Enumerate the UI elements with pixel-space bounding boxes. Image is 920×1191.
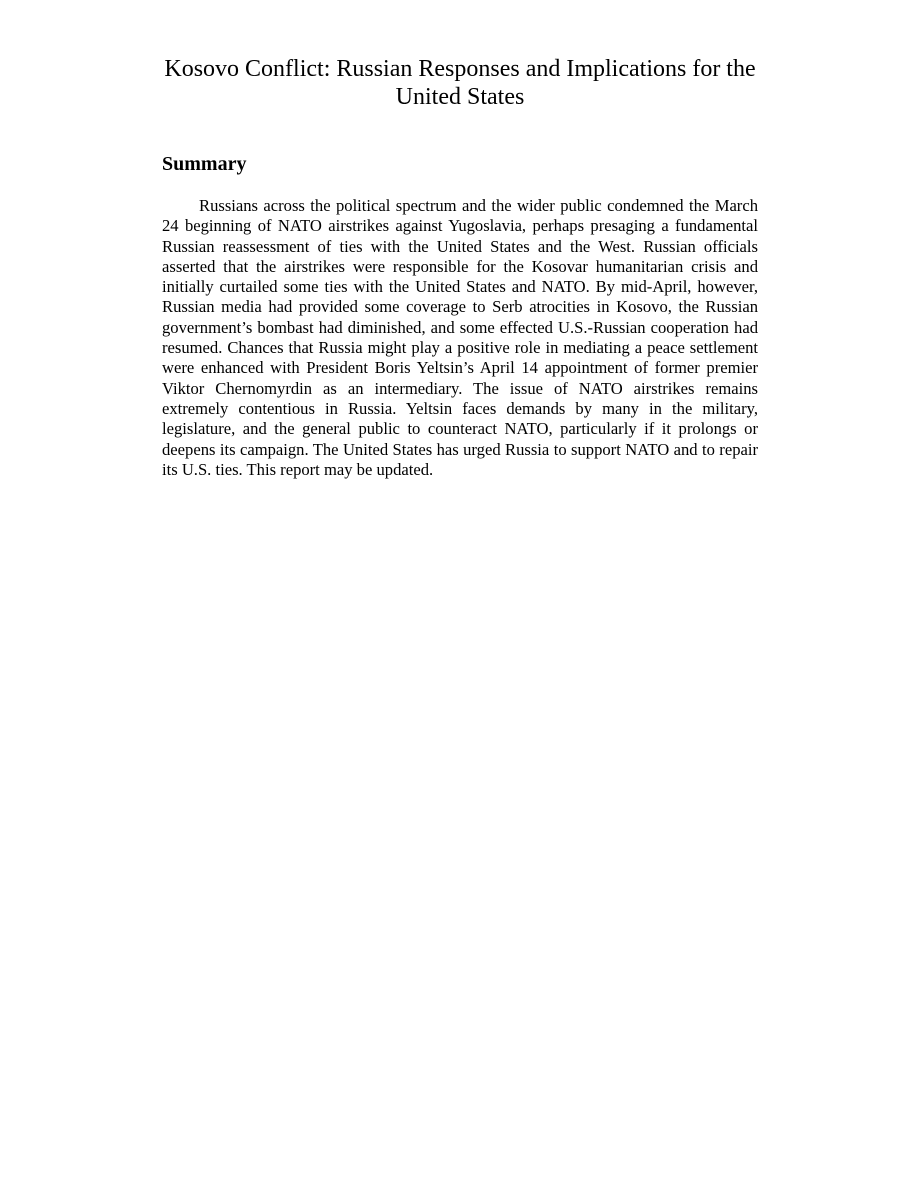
summary-paragraph: Russians across the political spectrum and the wider public condemned the March 24 beginning of NATO airstrikes against Yugoslavia, perhaps presaging a fundamental Russian reassessment of ties with the United States and the West. Russian officials asserted that the airstrikes were responsible for the Kosovar humanitarian crisis and initially curtailed some ties with the United States and NATO. By mid-April, however, Russian media had provided some coverage to Serb atrocities in Kosovo, the Russian government’s bombast had diminished, and some effected U.S.-Russian cooperation had resumed. Chances that Russia might play a positive role in mediating a peace settlement were enhanced with President Boris Yeltsin’s April 14 appointment of former premier Viktor Chernomyrdin as an intermediary. The issue of NATO airstrikes remains extremely contentious in Russia. Yeltsin faces demands by many in the military, legislature, and the general public to counteract NATO, particularly if it prolongs or deepens its campaign. The United States has urged Russia to support NATO and to repair its U.S. ties. This report may be updated.	[162, 196, 758, 479]
section-heading-summary: Summary	[162, 153, 247, 175]
document-title: Kosovo Conflict: Russian Responses and Implications for the United States	[164, 56, 756, 110]
